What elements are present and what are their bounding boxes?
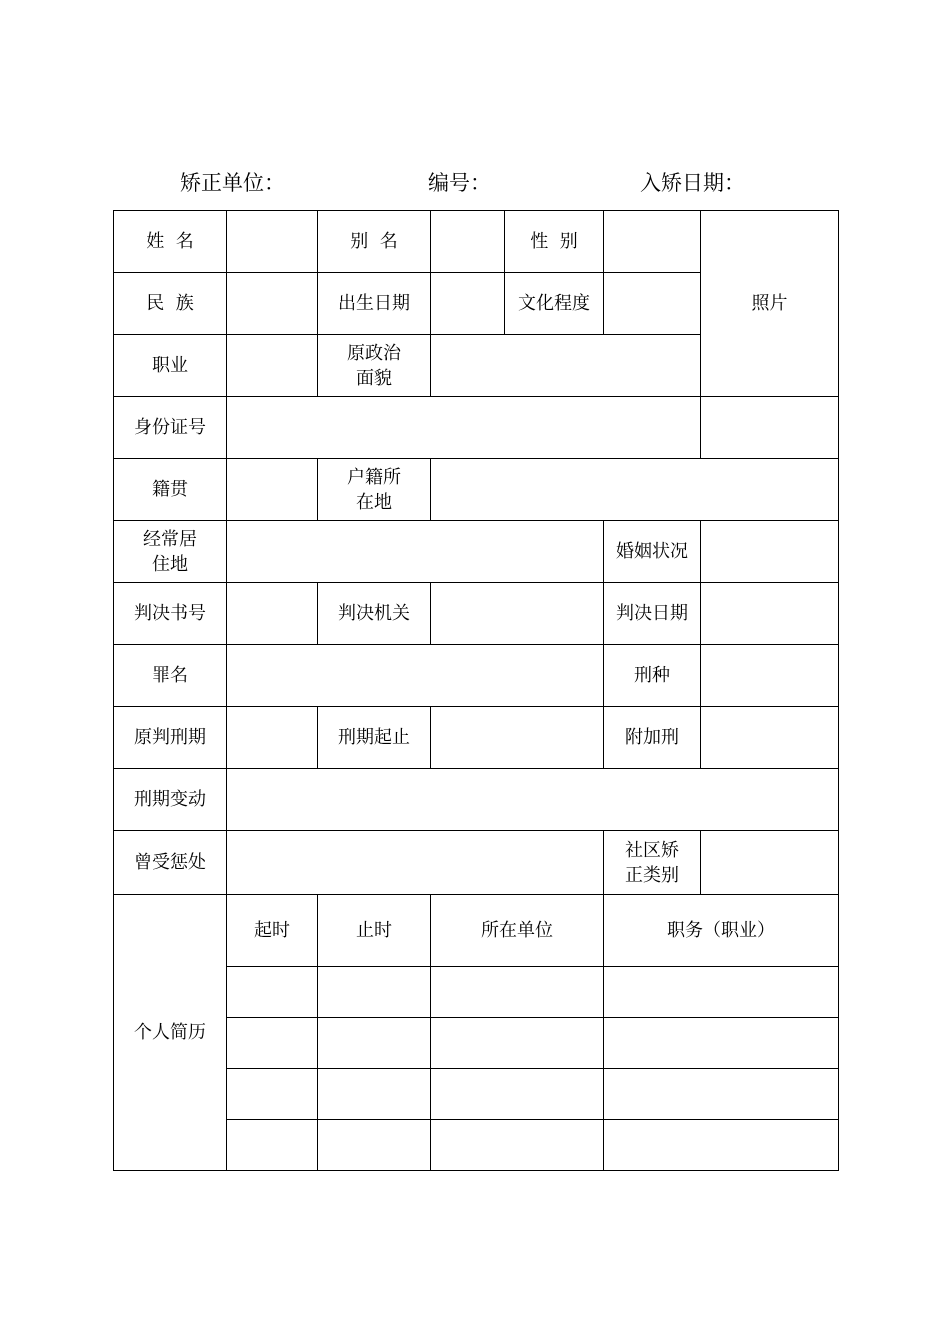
- resume-position-field[interactable]: [604, 1120, 839, 1171]
- form-row: [114, 397, 839, 459]
- judgment-date-label: 判决日期: [604, 583, 701, 645]
- name-label: 姓 名: [114, 211, 227, 273]
- term-period-field[interactable]: [431, 707, 604, 769]
- judgment-org-field[interactable]: [431, 583, 604, 645]
- resume-start-field[interactable]: [227, 1120, 318, 1171]
- education-field[interactable]: [604, 273, 701, 335]
- penalty-type-label: 刑种: [604, 645, 701, 707]
- correction-unit-label: 矫正单位：: [180, 171, 285, 195]
- entry-date-label: 入矫日期：: [640, 171, 745, 195]
- form-row: [114, 707, 839, 769]
- crime-field[interactable]: [227, 645, 604, 707]
- political-status-field[interactable]: [431, 335, 701, 397]
- judgment-org-label: 判决机关: [318, 583, 431, 645]
- penalty-type-field[interactable]: [701, 645, 839, 707]
- resume-col-position: 职务（职业）: [604, 895, 839, 967]
- birth-date-label: 出生日期: [318, 273, 431, 335]
- native-place-label: 籍贯: [114, 459, 227, 521]
- occupation-label: 职业: [114, 335, 227, 397]
- form-row: [114, 521, 839, 583]
- community-category-field[interactable]: [701, 831, 839, 895]
- resume-unit-field[interactable]: [431, 1069, 604, 1120]
- occupation-field[interactable]: [227, 335, 318, 397]
- photo-label: 照片: [751, 293, 788, 314]
- resume-start-field[interactable]: [227, 967, 318, 1018]
- residence-field[interactable]: [227, 521, 604, 583]
- resume-start-field[interactable]: [227, 1018, 318, 1069]
- form-row: [114, 583, 839, 645]
- registration-form-table: [113, 210, 839, 1171]
- prior-punishment-label: 曾受惩处: [114, 831, 227, 895]
- ethnicity-field[interactable]: [227, 273, 318, 335]
- form-row: [114, 211, 839, 273]
- term-period-label: 刑期起止: [318, 707, 431, 769]
- resume-end-field[interactable]: [318, 1069, 431, 1120]
- alias-label: 别 名: [318, 211, 431, 273]
- prior-punishment-field[interactable]: [227, 831, 604, 895]
- resume-start-field[interactable]: [227, 1069, 318, 1120]
- id-number-field[interactable]: [227, 397, 701, 459]
- resume-header-row: [114, 895, 839, 967]
- resume-end-field[interactable]: [318, 1018, 431, 1069]
- household-line1: 户籍所: [347, 466, 401, 488]
- photo-box[interactable]: [701, 211, 839, 397]
- crime-label: 罪名: [114, 645, 227, 707]
- number-label: 编号：: [428, 171, 491, 195]
- political-status-line2: 面貌: [356, 367, 392, 389]
- resume-col-unit: 所在单位: [431, 895, 604, 967]
- alias-field[interactable]: [431, 211, 505, 273]
- native-place-field[interactable]: [227, 459, 318, 521]
- resume-position-field[interactable]: [604, 1069, 839, 1120]
- resume-position-field[interactable]: [604, 1018, 839, 1069]
- term-change-label: 刑期变动: [114, 769, 227, 831]
- household-field[interactable]: [431, 459, 839, 521]
- additional-penalty-label: 附加刑: [604, 707, 701, 769]
- name-field[interactable]: [227, 211, 318, 273]
- resume-position-field[interactable]: [604, 967, 839, 1018]
- political-status-line1: 原政治: [347, 342, 401, 364]
- form-row: [114, 645, 839, 707]
- marital-field[interactable]: [701, 521, 839, 583]
- judgment-no-label: 判决书号: [114, 583, 227, 645]
- form-row: [114, 769, 839, 831]
- marital-label: 婚姻状况: [604, 521, 701, 583]
- original-term-label: 原判刑期: [114, 707, 227, 769]
- resume-label: 个人简历: [114, 895, 227, 1171]
- household-line2: 在地: [356, 491, 392, 513]
- resume-col-end: 止时: [318, 895, 431, 967]
- education-label: 文化程度: [505, 273, 604, 335]
- judgment-no-field[interactable]: [227, 583, 318, 645]
- household-label: [318, 459, 431, 521]
- additional-penalty-field[interactable]: [701, 707, 839, 769]
- gender-field[interactable]: [604, 211, 701, 273]
- gender-label: 性 别: [505, 211, 604, 273]
- community-category-line1: 社区矫: [625, 839, 679, 861]
- form-row: [114, 459, 839, 521]
- resume-unit-field[interactable]: [431, 967, 604, 1018]
- political-status-label: [318, 335, 431, 397]
- residence-line2: 住地: [152, 553, 188, 575]
- community-category-line2: 正类别: [625, 864, 679, 886]
- form-row: [114, 831, 839, 895]
- judgment-date-field[interactable]: [701, 583, 839, 645]
- residence-label: [114, 521, 227, 583]
- resume-unit-field[interactable]: [431, 1120, 604, 1171]
- resume-end-field[interactable]: [318, 967, 431, 1018]
- term-change-field[interactable]: [227, 769, 839, 831]
- resume-col-start: 起时: [227, 895, 318, 967]
- resume-unit-field[interactable]: [431, 1018, 604, 1069]
- ethnicity-label: 民 族: [114, 273, 227, 335]
- residence-line1: 经常居: [143, 528, 197, 550]
- original-term-field[interactable]: [227, 707, 318, 769]
- id-number-extra-field[interactable]: [701, 397, 839, 459]
- resume-end-field[interactable]: [318, 1120, 431, 1171]
- id-number-label: 身份证号: [114, 397, 227, 459]
- birth-date-field[interactable]: [431, 273, 505, 335]
- community-category-label: [604, 831, 701, 895]
